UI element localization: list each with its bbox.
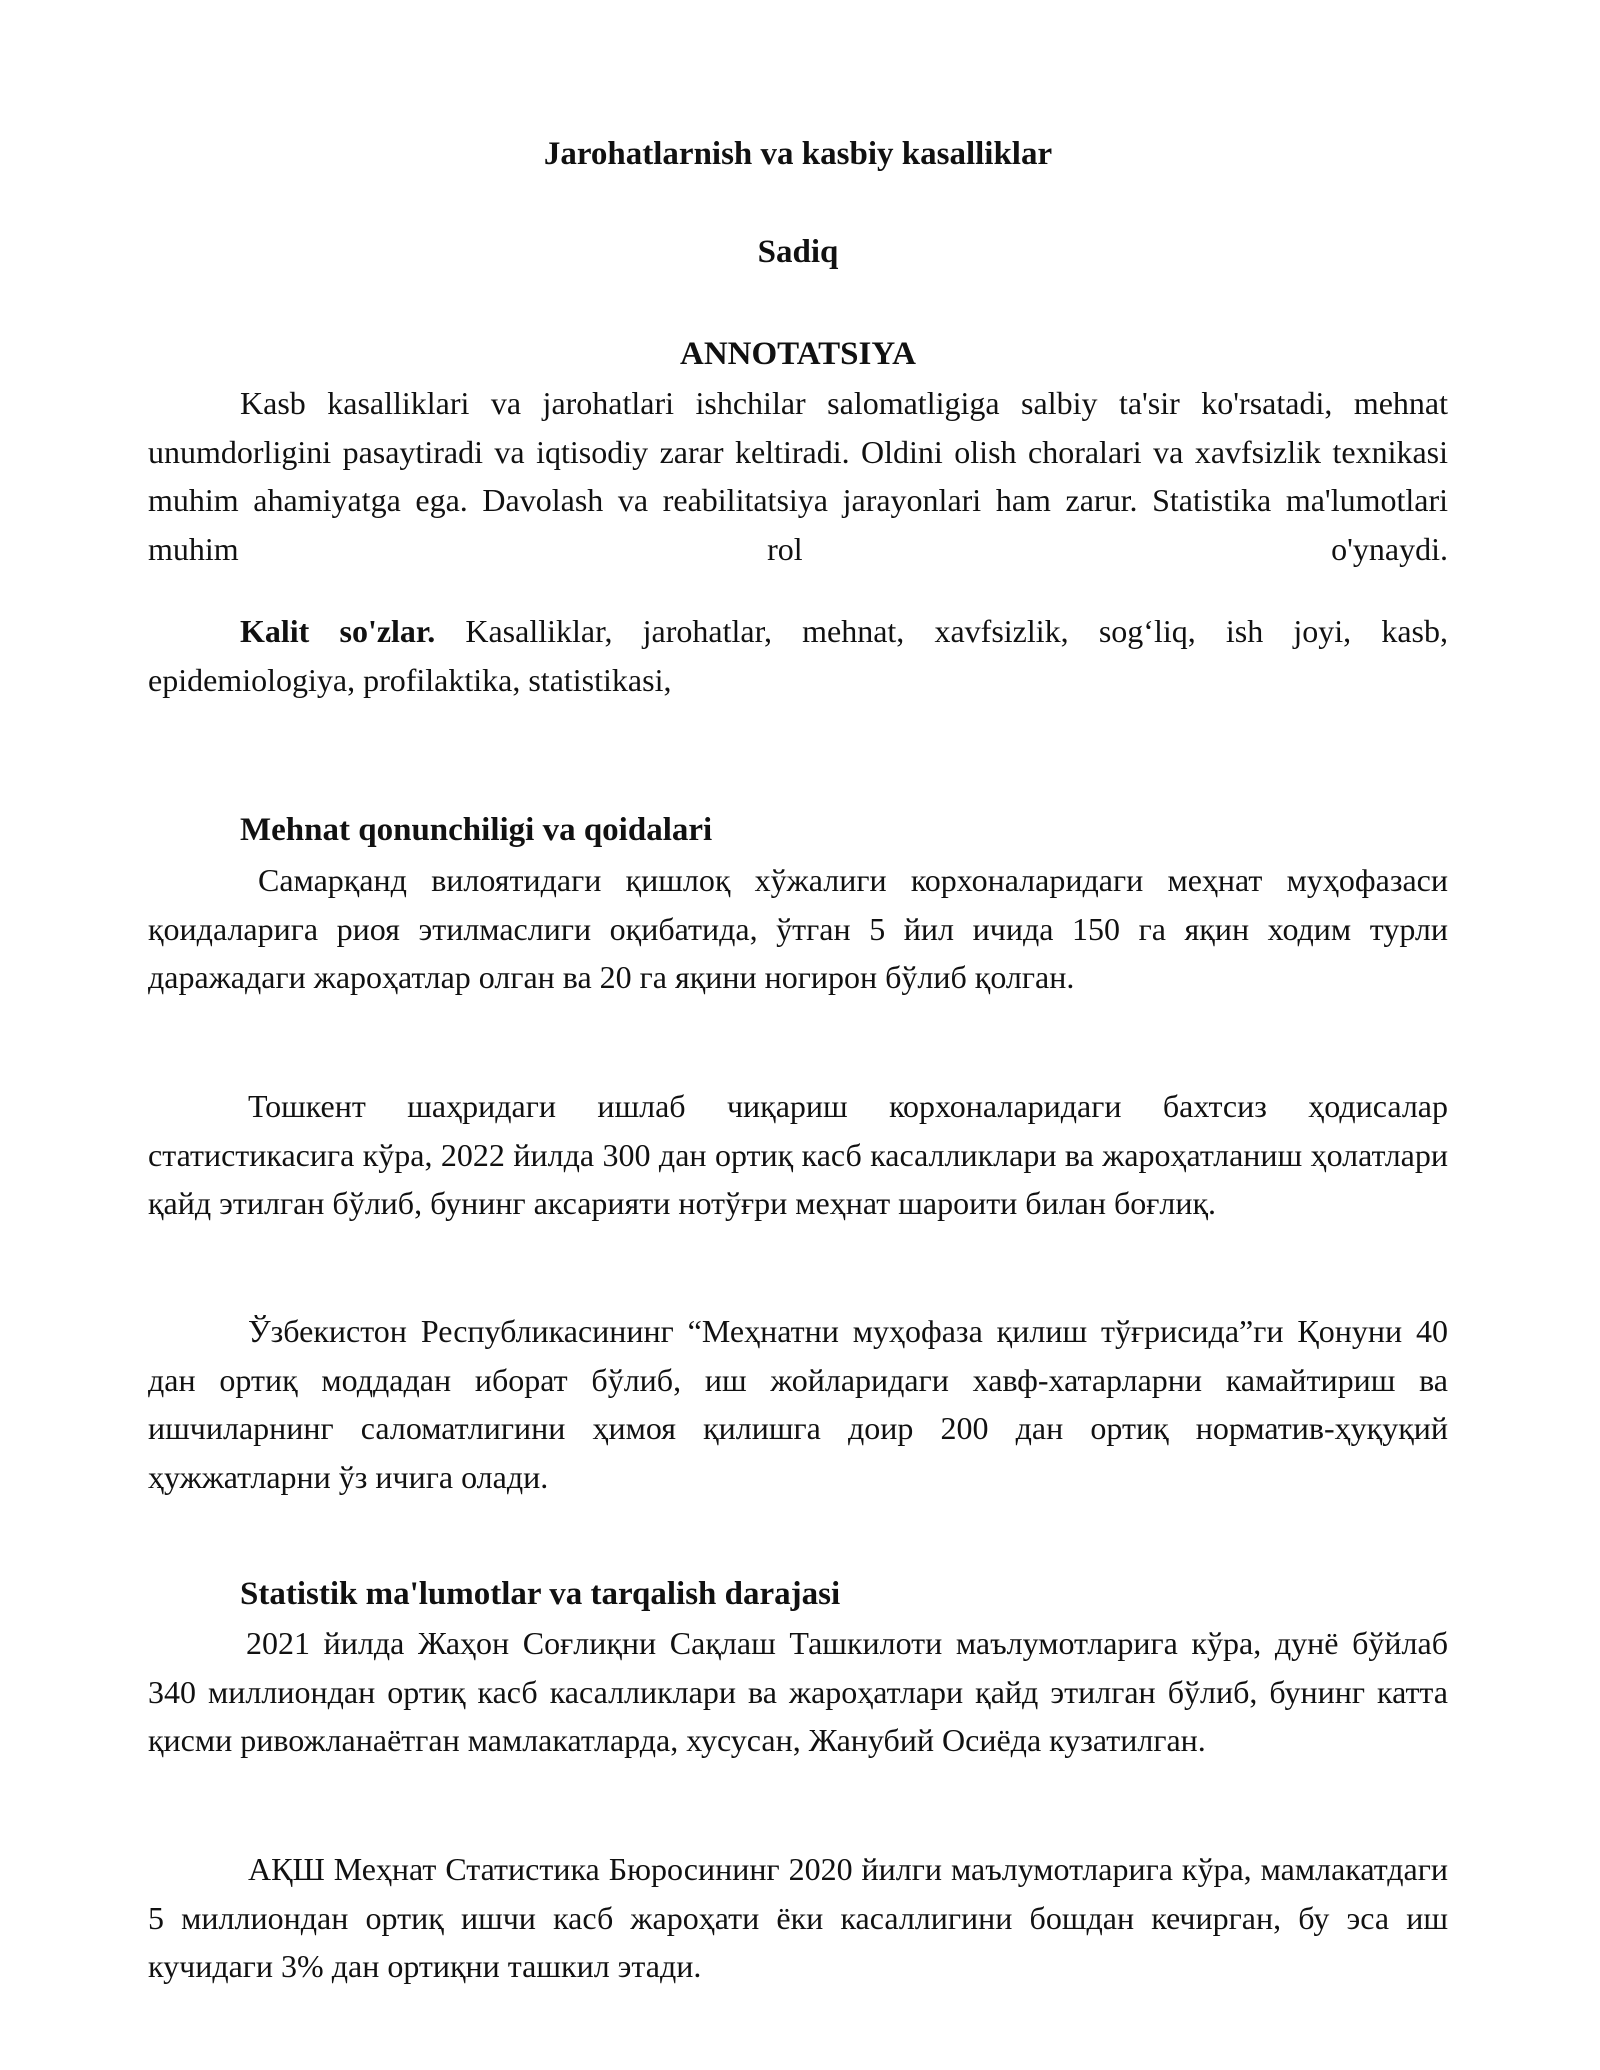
annotation-text: Kasb kasalliklari va jarohatlari ishchilar salomatligiga salbiy ta'sir ko'rsatadi, mehnat unumdorligini pasaytiradi va iqtisodiy zarar keltiradi. Oldini olish choralari va xavfsizlik texnikasi muhim ahamiyatga ega. Davolash va reabilitatsiya jarayonlari ham zarur. Statistika ma'lumotlari muhim rol o'ynaydi.: [148, 385, 1448, 567]
section-heading-labor-law: Mehnat qonunchiligi va qoidalari: [240, 812, 713, 848]
paragraph-tashkent: Тошкент шаҳридаги ишлаб чиқариш корхоналаридаги бахтсиз ҳодисалар статистикасига кўра, 2022 йилда 300 дан ортиқ касб касалликлари ва жароҳатланиш ҳолатлари қайд этилган бўлиб, бунинг аксарияти нотўғри меҳнат шароити билан боғлиқ.: [148, 1088, 1448, 1221]
paragraph-law: Ўзбекистон Республикасининг “Меҳнатни муҳофаза қилиш тўғрисида”ги Қонуни 40 дан ортиқ моддадан иборат бўлиб, иш жойларидаги хавф-хатарларни камайтириш ва ишчиларнинг саломатлигини ҳимоя қилишга доир 200 дан ортиқ норматив-ҳуқуқий ҳужжатларни ўз ичига олади.: [148, 1313, 1448, 1495]
author-name: Sadiq: [757, 234, 839, 270]
keywords-paragraph: [148, 607, 1448, 704]
keywords-text: Kasalliklar, jarohatlar, mehnat, xavfsizlik, sog‘liq, ish joyi, kasb, epidemiologiya, profilaktika, statistikasi,: [148, 613, 1449, 698]
paragraph-samarkand: Самарқанд вилоятидаги қишлоқ хўжалиги корхоналаридаги меҳнат муҳофазаси қоидаларига риоя этилмаслиги оқибатида, ўтган 5 йил ичида 150 га яқин ходим турли даражадаги жароҳатлар олган ва 20 га яқини ногирон бўлиб қолган.: [148, 862, 1448, 995]
section-heading-statistics: Statistik ma'lumotlar va tarqalish darajasi: [240, 1576, 841, 1612]
paragraph-who: 2021 йилда Жаҳон Соғлиқни Сақлаш Ташкилоти маълумотларига кўра, дунё бўйлаб 340 миллиондан ортиқ касб касалликлари ва жароҳатлари қайд этилган бўлиб, бунинг катта қисми ривожланаётган мамлакатларда, хусусан, Жанубий Осиёда кузатилган.: [148, 1625, 1448, 1758]
annotation-heading: ANNOTATSIYA: [680, 336, 916, 372]
document-title: Jarohatlarnish va kasbiy kasalliklar: [543, 136, 1053, 172]
paragraph-usa: АҚШ Меҳнат Статистика Бюросининг 2020 йилги маълумотларига кўра, мамлакатдаги 5 миллиондан ортиқ ишчи касб жароҳати ёки касаллигини бошдан кечирган, бу эса иш кучидаги 3% дан ортиқни ташкил этади.: [148, 1851, 1448, 1984]
keywords-label: Kalit so'zlar.: [240, 613, 436, 649]
